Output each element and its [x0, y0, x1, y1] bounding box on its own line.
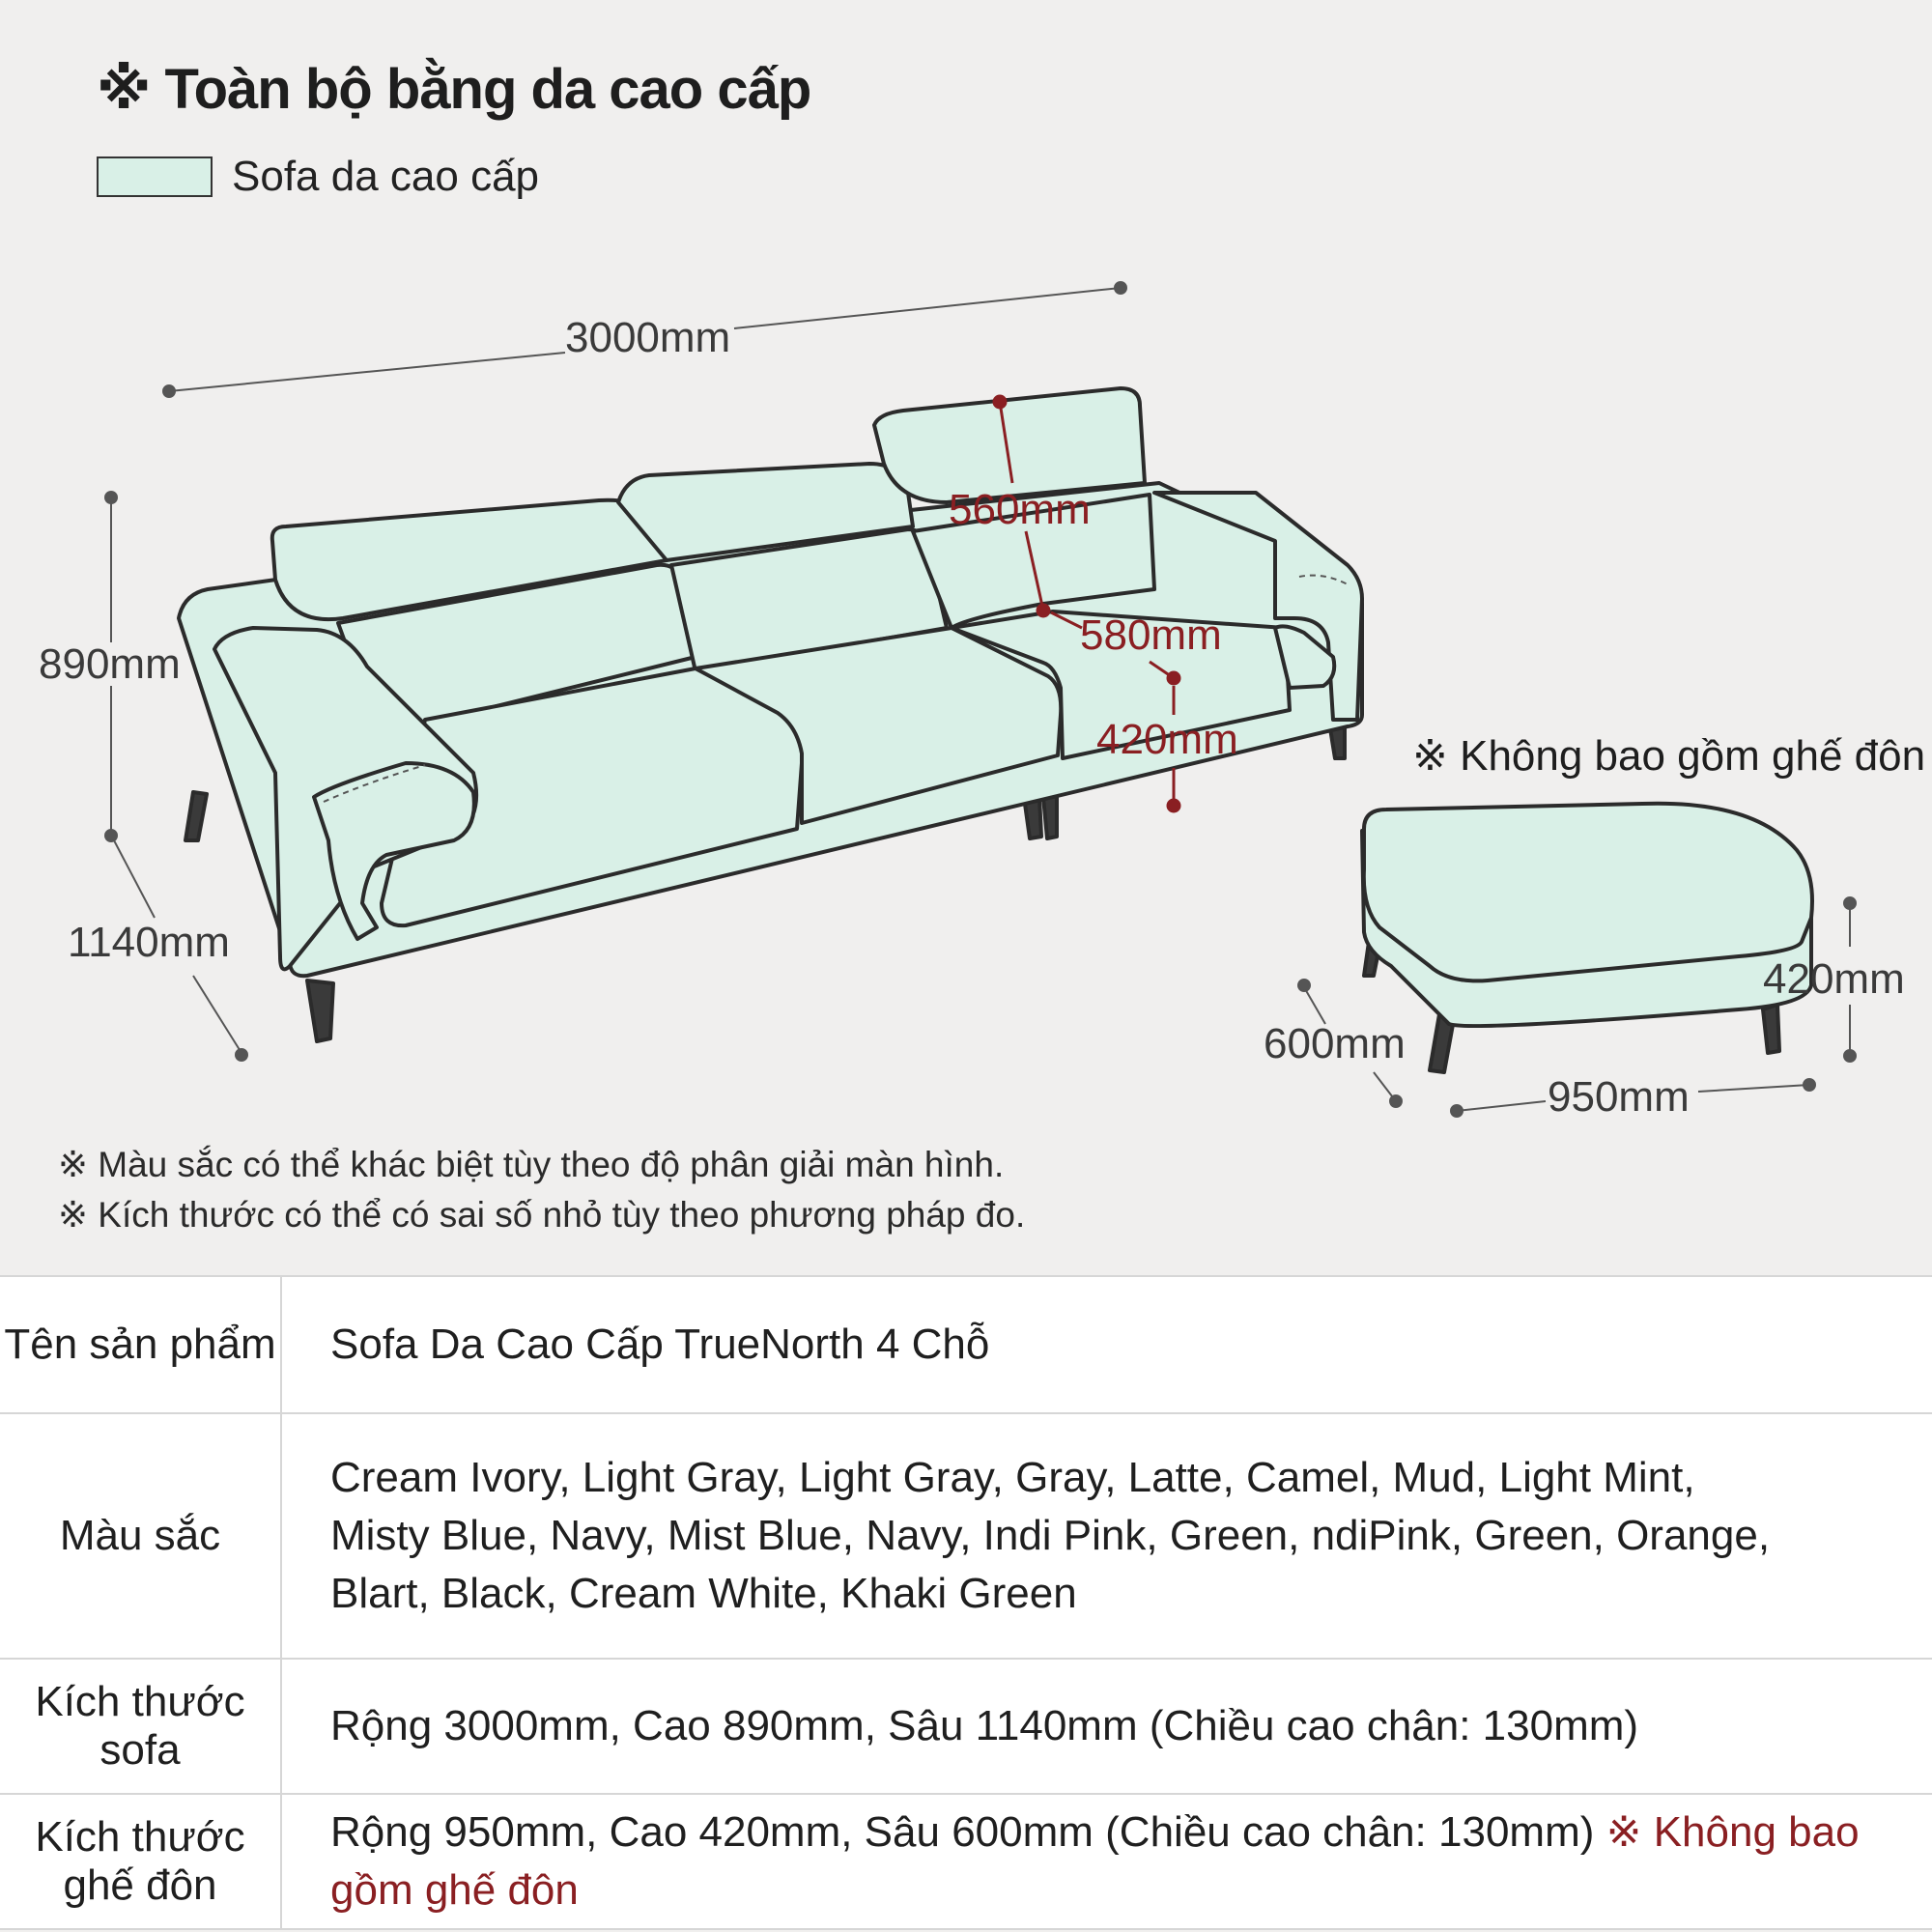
colors-value: [281, 1413, 1932, 1659]
ottoman-width-label: 950mm: [1548, 1073, 1690, 1121]
ottoman-leg: [1763, 1005, 1779, 1053]
width-line: [734, 288, 1121, 328]
sofa-depth-label: 1140mm: [68, 919, 230, 966]
dim-dot: [1168, 800, 1179, 811]
ottoman-note: ※ Không bao gồm ghế đôn: [1412, 732, 1926, 780]
ottoman-width-line: [1698, 1085, 1809, 1092]
product-name-label: Tên sản phẩm: [0, 1276, 281, 1413]
table-row: [0, 1659, 1932, 1794]
dim-dot: [1037, 605, 1049, 616]
dim-dot: [1115, 282, 1126, 294]
dim-dot: [163, 385, 175, 397]
ottoman-size-note: ※ Không bao gồm ghế đôn: [330, 1808, 1860, 1914]
ottoman-size-label-line: Kích thước: [35, 1813, 245, 1861]
ottoman-top: [1364, 804, 1812, 981]
ottoman-size-label-line: ghế đôn: [63, 1861, 217, 1909]
seat-depth-label: 580mm: [1080, 611, 1222, 659]
sofa-leg: [307, 980, 333, 1041]
legend-label: Sofa da cao cấp: [232, 153, 540, 200]
table-row: [0, 1276, 1932, 1413]
note-color: ※ Màu sắc có thể khác biệt tùy theo độ phân giải màn hình.: [58, 1145, 1005, 1184]
depth-line: [193, 976, 242, 1053]
width-line: [169, 353, 565, 391]
dim-dot: [1844, 1050, 1856, 1062]
headrest-height-label: 560mm: [949, 486, 1091, 533]
sofa-size-label-line: Kích thước: [35, 1678, 245, 1725]
ottoman-height-label: 420mm: [1763, 955, 1905, 1003]
sofa-width-label: 3000mm: [565, 314, 731, 361]
sofa-height-label: 890mm: [39, 640, 181, 688]
ottoman-size-label: [0, 1794, 281, 1929]
colors-line: Cream Ivory, Light Gray, Light Gray, Gray, Latte, Camel, Mud, Light Mint,: [330, 1454, 1695, 1501]
notes: [58, 1140, 1025, 1240]
sofa-leg: [185, 792, 207, 840]
table-row: [0, 1794, 1932, 1929]
spec-table: [0, 1275, 1932, 1930]
ottoman-width-line: [1457, 1101, 1546, 1111]
table-row: [0, 1413, 1932, 1659]
dim-dot: [105, 830, 117, 841]
dim-dot: [236, 1049, 247, 1061]
dim-dot: [994, 396, 1006, 408]
colors-label: Màu sắc: [0, 1413, 281, 1659]
dim-dot: [1298, 980, 1310, 991]
sofa-size-label: [0, 1659, 281, 1794]
dim-dot: [1451, 1105, 1463, 1117]
sofa-size-value: Rộng 3000mm, Cao 890mm, Sâu 1140mm (Chiều cao chân: 130mm): [281, 1659, 1932, 1794]
depth-line: [114, 840, 155, 918]
dim-dot: [1804, 1079, 1815, 1091]
seat-height-label: 420mm: [1096, 716, 1238, 763]
ottoman-size-text: Rộng 950mm, Cao 420mm, Sâu 600mm (Chiều cao chân: 130mm): [330, 1808, 1595, 1856]
dim-dot: [1390, 1095, 1402, 1107]
page-title: ※ Toàn bộ bằng da cao cấp: [97, 58, 811, 121]
product-name-value: Sofa Da Cao Cấp TrueNorth 4 Chỗ: [281, 1276, 1932, 1413]
ottoman-depth-line: [1304, 987, 1325, 1024]
note-size: ※ Kích thước có thể có sai số nhỏ tùy theo phương pháp đo.: [58, 1195, 1026, 1235]
dim-dot: [105, 492, 117, 503]
ottoman-depth-label: 600mm: [1264, 1020, 1406, 1067]
colors-line: Blart, Black, Cream White, Khaki Green: [330, 1570, 1077, 1617]
dim-dot: [1168, 672, 1179, 684]
dim-dot: [1844, 897, 1856, 909]
ottoman-size-value: [281, 1794, 1932, 1929]
sofa-size-label-line: sofa: [99, 1726, 181, 1774]
colors-line: Misty Blue, Navy, Mist Blue, Navy, Indi Pink, Green, ndiPink, Green, Orange,: [330, 1512, 1771, 1559]
